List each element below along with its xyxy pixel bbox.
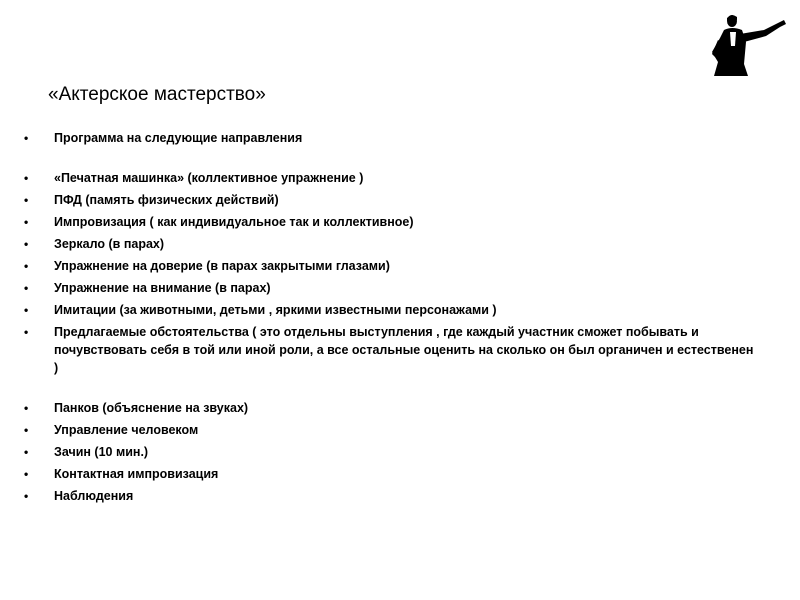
- bullet-icon: •: [24, 467, 29, 481]
- orator-silhouette-icon: [706, 12, 788, 76]
- list-item: [0, 213, 754, 231]
- program-list: [0, 129, 800, 509]
- list-item: [0, 301, 754, 319]
- list-item: [0, 465, 754, 483]
- list-item: [0, 487, 754, 505]
- bullet-icon: •: [24, 237, 29, 251]
- bullet-icon: •: [24, 303, 29, 317]
- bullet-icon: •: [24, 259, 29, 273]
- bullet-icon: •: [24, 193, 29, 207]
- list-item: [0, 257, 754, 275]
- list-item-text: Программа на следующие направления: [54, 131, 303, 145]
- list-item: [0, 443, 754, 461]
- list-item-text: ПФД (память физических действий): [54, 193, 279, 207]
- list-item: [0, 235, 754, 253]
- bullet-icon: •: [24, 215, 29, 229]
- list-item-text: Импровизация ( как индивидуальное так и коллективное): [54, 215, 414, 229]
- list-item: [0, 191, 754, 209]
- list-item-text: Упражнение на внимание (в парах): [54, 281, 271, 295]
- list-item: [0, 279, 754, 297]
- slide-title: «Актерское мастерство»: [48, 84, 266, 105]
- list-item-text: «Печатная машинка» (коллективное упражнение ): [54, 171, 364, 185]
- bullet-icon: •: [24, 281, 29, 295]
- bullet-icon: •: [24, 445, 29, 459]
- list-item-text: Упражнение на доверие (в парах закрытыми глазами): [54, 259, 390, 273]
- list-item: [0, 421, 754, 439]
- list-item: [0, 169, 754, 187]
- list-item: [0, 399, 754, 417]
- list-item-text: Наблюдения: [54, 489, 134, 503]
- list-item-text: Контактная импровизация: [54, 467, 219, 481]
- bullet-icon: •: [24, 131, 29, 145]
- bullet-icon: •: [24, 171, 29, 185]
- bullet-icon: •: [24, 401, 29, 415]
- list-item-text: Имитации (за животными, детьми , яркими известными персонажами ): [54, 303, 497, 317]
- list-item-text: Панков (объяснение на звуках): [54, 401, 249, 415]
- list-item-text: Предлагаемые обстоятельства ( это отдельны выступления , где каждый участник сможет побывать и почувствовать себя в той или иной роли, а все остальные оценить на сколько он был органичен и естественен ): [54, 325, 754, 375]
- bullet-icon: •: [24, 423, 29, 437]
- list-item: [0, 129, 754, 147]
- list-item-text: Управление человеком: [54, 423, 199, 437]
- list-item-text: Зеркало (в парах): [54, 237, 165, 251]
- bullet-icon: •: [24, 489, 29, 503]
- list-item-text: Зачин (10 мин.): [54, 445, 149, 459]
- list-item: [0, 323, 754, 377]
- bullet-icon: •: [24, 325, 29, 339]
